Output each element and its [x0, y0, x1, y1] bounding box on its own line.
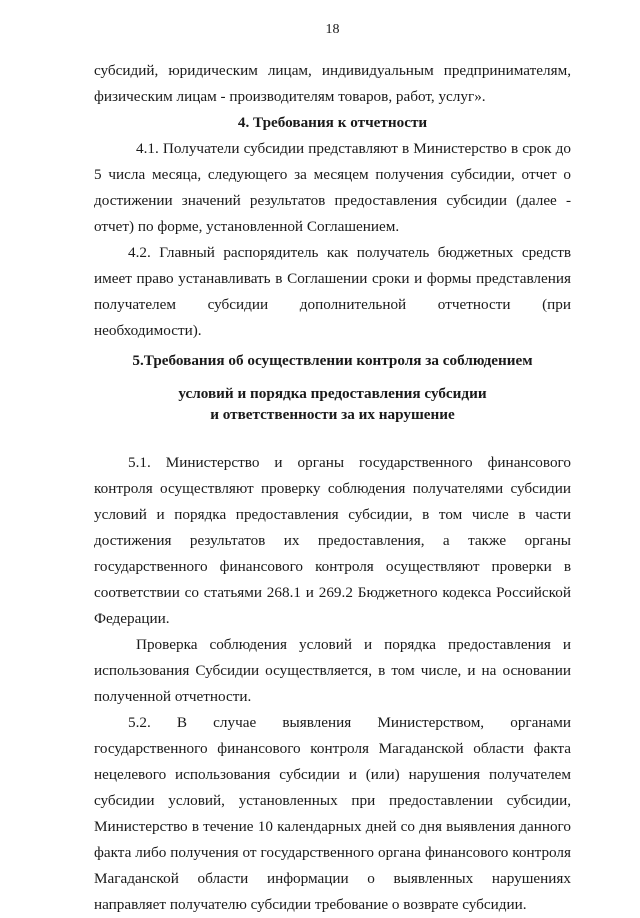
section-5-heading-line-3: и ответственности за их нарушение — [210, 406, 455, 423]
page-number: 18 — [325, 22, 340, 37]
intro-paragraph: субсидий, юридическим лицам, индивидуальным предпринимателям, физическим лицам - производителям товаров, работ, услуг». — [94, 62, 571, 105]
document-page — [94, 22, 571, 918]
paragraph-4-1: 4.1. Получатели субсидии представляют в Министерство в срок до 5 числа месяца, следующего за месяцем получения субсидии, отчет о достижении значений результатов предоставления субсидии (далее - отчет) по форме, установленной Соглашением. — [94, 140, 571, 235]
section-5-heading-lines-2-3 — [94, 383, 571, 425]
section-4-heading: 4. Требования к отчетности — [237, 114, 428, 131]
paragraph-4-2: 4.2. Главный распорядитель как получатель бюджетных средств имеет право устанавливать в Соглашении сроки и формы представления получателем субсидии дополнительной отчетности (при необходимости). — [94, 244, 571, 339]
paragraph-5-1: 5.1. Министерство и органы государственного финансового контроля осуществляют проверку соблюдения получателями субсидии условий и порядка предоставления субсидии, в том числе в части достижения результатов их предоставления, а также органы государственного финансового контроля осуществляют проверки в соответствии со статьями 268.1 и 269.2 Бюджетного кодекса Российской Федерации. — [94, 454, 571, 627]
section-5-heading-line-1: 5.Требования об осуществлении контроля за соблюдением — [132, 352, 533, 369]
paragraph-5-2: 5.2. В случае выявления Министерством, органами государственного финансового контроля Магаданской области факта нецелевого использования субсидии и (или) нарушения получателем субсидии условий, установленных при предоставлении субсидии, Министерство в течение 10 календарных дней со дня выявления данного факта либо получения от государственного органа финансового контроля Магаданской области информации о выявленных нарушениях направляет получателю субсидии требование о возврате субсидии. — [94, 714, 571, 913]
paragraph-5-1-continued: Проверка соблюдения условий и порядка предоставления и использования Субсидии осуществляется, в том числе, и на основании полученной отчетности. — [94, 636, 571, 705]
section-5-heading-line-2: условий и порядка предоставления субсидии — [178, 385, 487, 402]
